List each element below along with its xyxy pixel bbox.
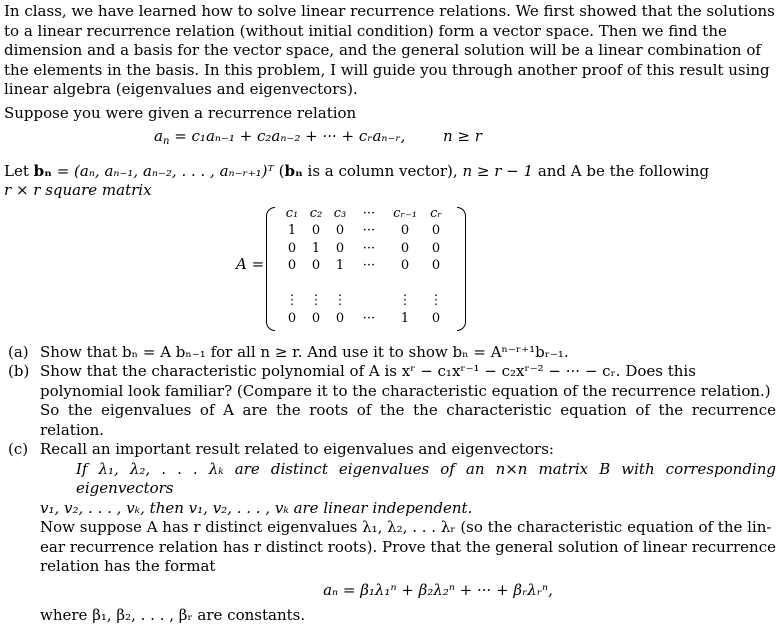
- matrix-row: [280, 310, 448, 328]
- matrix-cell: 0: [431, 310, 441, 326]
- matrix-block: [4, 205, 776, 333]
- matrix-cell: 0: [287, 240, 297, 256]
- intro-line: to a linear recurrence relation (without initial condition) form a vector space. Then we find the: [4, 21, 727, 40]
- matrix-cell: 0: [400, 240, 410, 256]
- part-b-line: So the eigenvalues of A are the roots of the the characteristic equation of the recurrence relation.: [40, 401, 776, 439]
- matrix-cell: 0: [311, 223, 321, 239]
- suppose-line: Suppose you were given a recurrence relation: [4, 103, 357, 122]
- matrix: [266, 205, 466, 333]
- matrix-table: [280, 205, 448, 328]
- theorem-line: If λ₁, λ₂, . . . λₖ are distinct eigenvalues of an n×n matrix B with corresponding eigenvectors: [76, 459, 776, 497]
- matrix-cell: [424, 275, 448, 293]
- matrix-cell: 0: [335, 310, 345, 326]
- matrix-cell: c₃: [333, 205, 347, 221]
- problem-page: [4, 2, 776, 626]
- where-line: where β₁, β₂, . . . , βᵣ are constants.: [40, 606, 306, 624]
- let-condition: n ≥ r − 1: [462, 161, 534, 180]
- part-b-line: Show that the characteristic polynomial of A is xʳ − c₁xʳ⁻¹ − c₂xʳ⁻² − ··· − cᵣ. Does this: [40, 362, 696, 380]
- matrix-row: [280, 292, 448, 310]
- recurrence-condition: n ≥ r: [442, 127, 482, 145]
- matrix-cell: 0: [400, 258, 410, 274]
- matrix-cell: 1: [400, 310, 410, 326]
- matrix-cell: ⋮: [285, 293, 299, 309]
- part-c-line: ear recurrence relation has r distinct roots). Prove that the general solution of linear recurrence: [40, 537, 776, 556]
- part-c-line: relation has the format: [40, 557, 216, 575]
- parts-list: [4, 343, 776, 626]
- matrix-cell: 0: [431, 258, 441, 274]
- part-label: (a): [8, 342, 29, 361]
- left-bracket: [266, 207, 275, 331]
- matrix-cell: 0: [287, 310, 297, 326]
- let-prefix: Let: [4, 161, 29, 180]
- right-bracket: [457, 207, 466, 331]
- matrix-cell: ···: [362, 205, 376, 221]
- recurrence-lhs: a: [154, 127, 163, 145]
- matrix-row: [280, 205, 448, 223]
- intro-paragraph: [4, 2, 776, 100]
- matrix-cell: 0: [335, 223, 345, 239]
- let-line-2: r × r square matrix: [4, 181, 152, 199]
- matrix-cell: 0: [311, 310, 321, 326]
- column-note-text: is a column vector),: [307, 161, 458, 180]
- matrix-cell: 1: [335, 258, 345, 274]
- let-paragraph: [4, 162, 776, 201]
- matrix-cell: ···: [362, 310, 376, 326]
- matrix-cell: [386, 275, 424, 293]
- matrix-cell: 0: [311, 258, 321, 274]
- matrix-label: A =: [236, 254, 265, 273]
- matrix-cell: [304, 275, 328, 293]
- matrix-cell: 1: [311, 240, 321, 256]
- recurrence-equation: [4, 127, 776, 152]
- matrix-cell: [280, 275, 304, 293]
- recurrence-lhs-sub: n: [162, 136, 170, 147]
- matrix-cell: cᵣ: [430, 205, 442, 221]
- matrix-cell: 0: [431, 223, 441, 239]
- matrix-row: [280, 257, 448, 275]
- matrix-cell: c₂: [309, 205, 323, 221]
- matrix-cell: 0: [287, 258, 297, 274]
- matrix-cell: 0: [431, 240, 441, 256]
- matrix-cell: 1: [287, 223, 297, 239]
- general-solution-formula: aₙ = β₁λ₁ⁿ + β₂λ₂ⁿ + ··· + βᵣλᵣⁿ,: [323, 580, 553, 599]
- recurrence-rhs: = c₁aₙ₋₁ + c₂aₙ₋₂ + ··· + cᵣaₙ₋ᵣ,: [174, 127, 406, 145]
- matrix-row: [280, 222, 448, 240]
- part-b-line: polynomial look familiar? (Compare it to the characteristic equation of the recurrence relation.): [40, 381, 771, 400]
- bn-symbol: bₙ: [33, 161, 52, 180]
- matrix-row: [280, 240, 448, 258]
- matrix-cell: cᵣ₋₁: [393, 205, 417, 221]
- matrix-cell: c₁: [285, 205, 299, 221]
- matrix-row: [280, 275, 448, 293]
- part-b: [4, 362, 776, 440]
- part-label: (c): [8, 440, 29, 458]
- matrix-cell: ···: [362, 240, 376, 256]
- part-a: [4, 343, 776, 363]
- matrix-cell: [328, 275, 352, 293]
- part-c-line: Now suppose A has r distinct eigenvalues λ₁, λ₂, . . . λᵣ (so the characteristic equation of the lin-: [40, 518, 772, 536]
- matrix-cell: [352, 292, 386, 310]
- intro-line: linear algebra (eigenvalues and eigenvectors).: [4, 80, 358, 98]
- part-c: [4, 440, 776, 626]
- matrix-cell: ···: [362, 258, 376, 274]
- matrix-cell: ⋮: [309, 293, 323, 309]
- intro-line: the elements in the basis. In this problem, I will guide you through another proof of this result using: [4, 60, 770, 79]
- matrix-cell: 0: [335, 240, 345, 256]
- column-note-bn: bₙ: [284, 161, 303, 180]
- matrix-cell: [352, 275, 386, 293]
- matrix-cell: ⋮: [333, 293, 347, 309]
- matrix-cell: ⋮: [398, 293, 412, 309]
- matrix-cell: ⋮: [429, 293, 443, 309]
- intro-line: In class, we have learned how to solve linear recurrence relations. We first showed that the solutions: [4, 2, 775, 20]
- bn-definition: = (aₙ, aₙ₋₁, aₙ₋₂, . . . , aₙ₋ᵣ₊₁)ᵀ: [56, 161, 274, 180]
- matrix-cell: 0: [400, 223, 410, 239]
- part-c-line: Recall an important result related to eigenvalues and eigenvectors:: [40, 440, 554, 458]
- part-a-text: Show that bₙ = A bₙ₋₁ for all n ≥ r. And use it to show bₙ = Aⁿ⁻ʳ⁺¹bᵣ₋₁.: [40, 342, 569, 361]
- matrix-cell: ···: [362, 223, 376, 239]
- intro-line: dimension and a basis for the vector space, and the general solution will be a linear combination of: [4, 41, 761, 59]
- let-line: [4, 162, 776, 182]
- theorem-line: v₁, v₂, . . . , vₖ, then v₁, v₂, . . . , vₖ are linear independent.: [40, 498, 473, 517]
- part-label: (b): [8, 362, 30, 380]
- column-note-open: (: [278, 161, 285, 180]
- let-tail: and A be the following: [537, 161, 710, 180]
